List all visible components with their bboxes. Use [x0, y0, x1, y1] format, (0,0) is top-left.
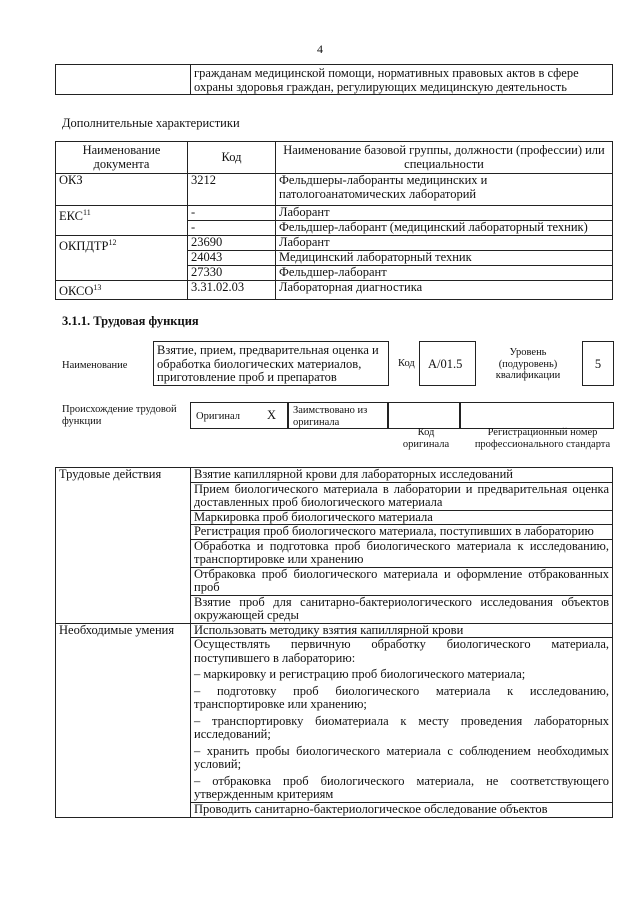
header-code: Код [188, 142, 276, 174]
original-mark: X [267, 408, 277, 422]
skill-line: Осуществлять первичную обработку биологического материала, поступившего в лабораторию: [194, 637, 609, 665]
action-item: Взятие капиллярной крови для лабораторных исследований [191, 468, 613, 483]
level-value: 5 [594, 357, 602, 371]
skill-line: – хранить пробы биологического материала с соблюдением необходимых условий; [194, 743, 609, 771]
row-name: Фельдшер-лаборант (медицинский лабораторный техник) [276, 221, 613, 236]
function-heading: 3.1.1. Трудовая функция [62, 314, 199, 328]
skill-line: – транспортировку биоматериала к месту проведения лабораторных исследований; [194, 713, 609, 741]
reg-number-caption: Регистрационный номер профессионального стандарта [474, 427, 611, 450]
skill-item [191, 638, 613, 803]
skill-item: Использовать методику взятия капиллярной крови [191, 623, 613, 638]
skills-label: Необходимые умения [56, 623, 191, 817]
row-name: Фельдшер-лаборант [276, 266, 613, 281]
reg-number-box [460, 402, 614, 429]
action-item: Обработка и подготовка проб биологического материала к исследованию, транспортировке или хранению [191, 539, 613, 567]
row-code: 23690 [188, 236, 276, 251]
header-name: Наименование базовой группы, должности (профессии) или специальности [276, 142, 613, 174]
header-doc: Наименование документа [56, 142, 188, 174]
row-name: Лаборант [276, 236, 613, 251]
row-doc: ЕКС$^{11}$ [56, 206, 188, 236]
action-item: Взятие проб для санитарно-бактериологического исследования объектов окружающей среды [191, 595, 613, 623]
row-name: Лаборант [276, 206, 613, 221]
actions-label: Трудовые действия [56, 468, 191, 624]
borrowed-box [288, 402, 388, 429]
code-box [419, 341, 476, 386]
skill-line: – отбраковка проб биологического материала, не соответствующего утвержденным критериям [194, 773, 609, 801]
action-item: Регистрация проб биологического материала, поступивших в лабораторию [191, 525, 613, 540]
row-code: 3212 [188, 174, 276, 206]
row-doc: ОКСО$^{13}$ [56, 281, 188, 300]
skill-item: Проводить санитарно-бактериологическое обследование объектов [191, 802, 613, 817]
function-name: Взятие, прием, предварительная оценка и обработка биологических материалов, приготовление проб и препаратов [157, 343, 379, 384]
additional-heading: Дополнительные характеристики [62, 116, 240, 130]
row-code: 27330 [188, 266, 276, 281]
name-label: Наименование [62, 360, 128, 371]
row-code: - [188, 221, 276, 236]
row-code: 3.31.02.03 [188, 281, 276, 300]
code-original-box [388, 402, 460, 429]
function-table [55, 467, 613, 818]
level-label: Уровень (подуровень) квалификации [495, 347, 561, 381]
row-name: Фельдшеры-лаборанты медицинских и патологоанатомических лабораторий [276, 174, 613, 206]
row-name: Медицинский лабораторный техник [276, 251, 613, 266]
continuation-text: гражданам медицинской помощи, нормативных правовых актов в сфере охраны здоровья граждан, регулирующих медицинскую деятельность [191, 65, 613, 95]
level-box [582, 341, 614, 386]
row-code: - [188, 206, 276, 221]
original-box [190, 402, 288, 429]
code-value: A/01.5 [428, 357, 463, 371]
code-label: Код [398, 358, 415, 369]
action-item: Прием биологического материала в лаборатории и предварительная оценка доставленных проб биологического материала [191, 482, 613, 510]
original-label: Оригинал [196, 411, 240, 422]
row-name: Лабораторная диагностика [276, 281, 613, 300]
origin-label: Происхождение трудовой функции [62, 404, 177, 427]
action-item: Отбраковка проб биологического материала и оформление отбракованных проб [191, 567, 613, 595]
function-name-box [153, 341, 389, 386]
row-code: 24043 [188, 251, 276, 266]
skill-line: – маркировку и регистрацию проб биологического материала; [194, 667, 526, 681]
skill-line: – подготовку проб биологического материала к исследованию, транспортировке или хранению; [194, 683, 609, 711]
borrowed-label: Заимствовано из оригинала [293, 405, 368, 428]
action-item: Маркировка проб биологического материала [191, 510, 613, 525]
continuation-table [55, 64, 613, 95]
code-original-caption: Код оригинала [402, 427, 450, 450]
additional-table [55, 141, 613, 300]
page-number: 4 [317, 42, 323, 56]
row-doc: ОКЗ [56, 174, 188, 206]
row-doc: ОКПДТР$^{12}$ [56, 236, 188, 281]
